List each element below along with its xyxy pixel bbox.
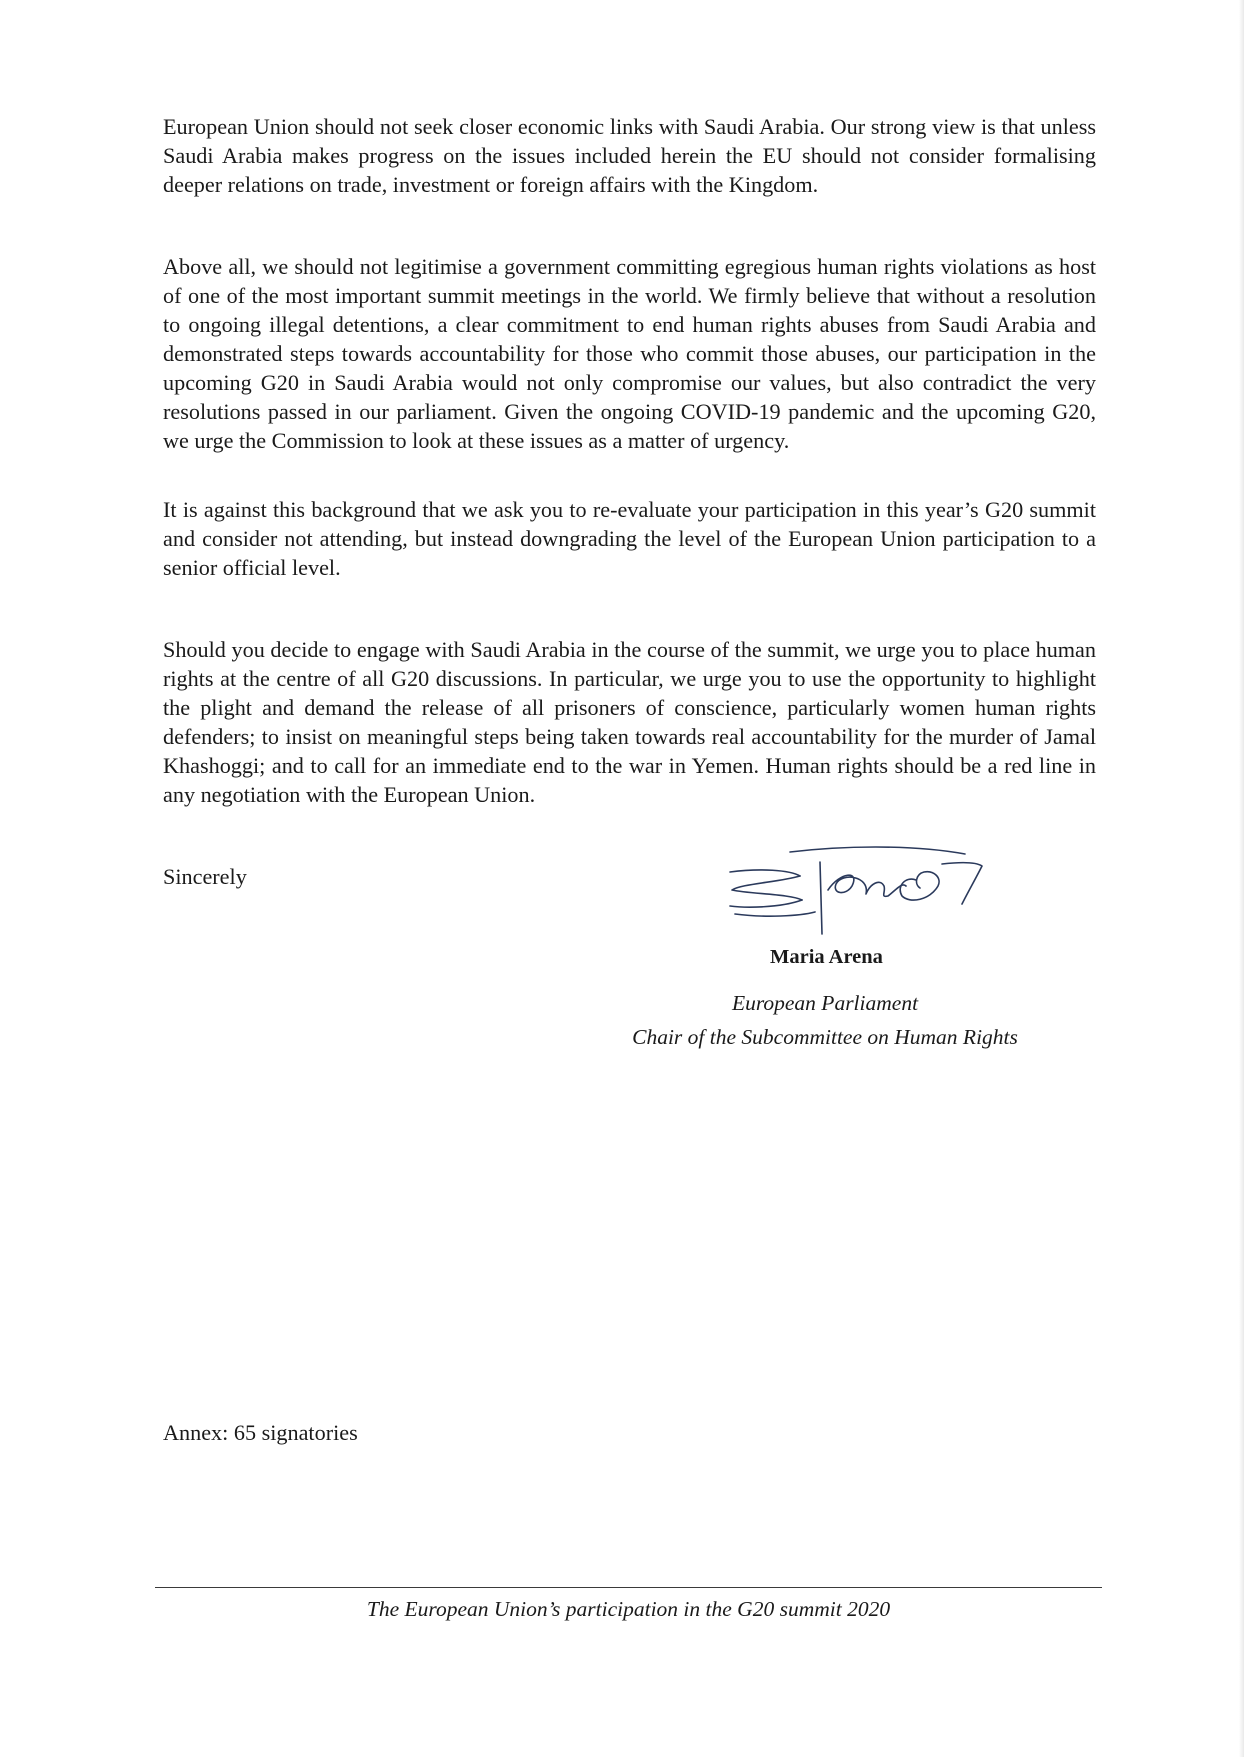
body-paragraph-2: Above all, we should not legitimise a government committing egregious human rights violations as host of one of the most important summit meetings in the world. We firmly believe that without a resolution to ongoing illegal detentions, a clear commitment to end human rights abuses from Saudi Arabia and demonstrated steps towards accountability for those who commit those abuses, our participation in the upcoming G20 in Saudi Arabia would not only compromise our values, but also contradict the very resolutions passed in our parliament. Given the ongoing COVID-19 pandemic and the upcoming G20, we urge the Commission to look at these issues as a matter of urgency. [163, 254, 1096, 453]
body-paragraph-4: Should you decide to engage with Saudi Arabia in the course of the summit, we urge you to place human rights at the centre of all G20 discussions. In particular, we urge you to use the opportunity to highlight the plight and demand the release of all prisoners of conscience, particularly women human rights defenders; to insist on meaningful steps being taken towards real accountability for the murder of Jamal Khashoggi; and to call for an immediate end to the war in Yemen. Human rights should be a red line in any negotiation with the European Union. [163, 637, 1096, 807]
closing-salutation: Sincerely [163, 864, 247, 889]
footer-divider [155, 1587, 1102, 1588]
footer-title: The European Union’s participation in the G20 summit 2020 [366, 1597, 891, 1621]
annex-note: Annex: 65 signatories [163, 1420, 358, 1445]
body-paragraph-1: European Union should not seek closer economic links with Saudi Arabia. Our strong view is that unless Saudi Arabia makes progress on the issues included herein the EU should not consider formalising deeper relations on trade, investment or foreign affairs with the Kingdom. [163, 114, 1096, 197]
signatory-role: Chair of the Subcommittee on Human Rights [632, 1025, 1018, 1049]
body-paragraph-3: It is against this background that we ask you to re-evaluate your participation in this year’s G20 summit and consider not attending, but instead downgrading the level of the European Union participation to a senior official level. [163, 497, 1096, 580]
page-edge-shadow [1239, 0, 1244, 1757]
handwritten-signature [720, 842, 1020, 942]
signatory-name: Maria Arena [770, 946, 883, 968]
signatory-organization: European Parliament [731, 991, 919, 1015]
